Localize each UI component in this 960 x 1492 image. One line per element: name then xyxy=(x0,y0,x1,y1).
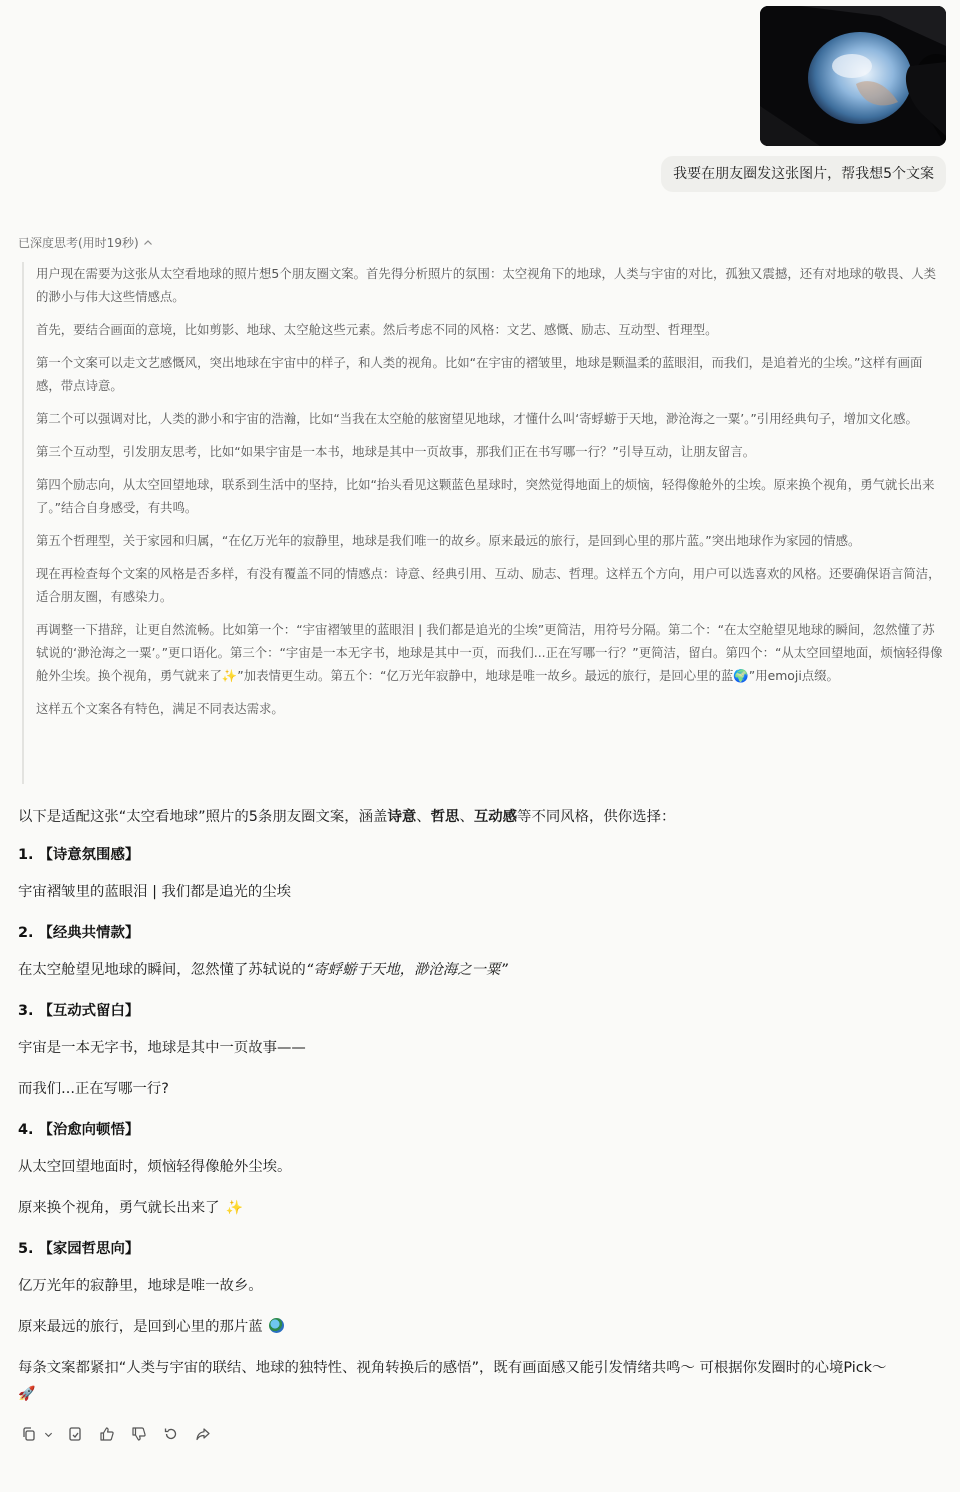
user-uploaded-image[interactable] xyxy=(760,6,946,146)
thinking-paragraph: 第四个励志向，从太空回望地球，联系到生活中的坚持，比如“抬头看见这颗蓝色星球时，突然觉得地面上的烦恼，轻得像舱外的尘埃。原来换个视角，勇气就长出来了。”结合自身感受，有共鸣。 xyxy=(36,477,935,515)
share-button[interactable] xyxy=(192,1423,214,1445)
like-button[interactable] xyxy=(96,1423,118,1445)
intro-text: 以下是适配这张“太空看地球”照片的5条朋友圈文案，涵盖 xyxy=(18,809,388,825)
answer-intro xyxy=(18,804,946,830)
caption-line xyxy=(18,1314,946,1340)
caption-heading: 4. 【治愈向顿悟】 xyxy=(18,1122,140,1138)
thinking-paragraph: 用户现在需要为这张从太空看地球的照片想5个朋友圈文案。首先得分析照片的氛围：太空视角下的地球，人类与宇宙的对比，孤独又震撼，还有对地球的敬畏、人类的渺小与伟大这些情感点。 xyxy=(36,266,937,304)
copy-options-dropdown[interactable] xyxy=(42,1423,54,1445)
intro-text: 等不同风格，供你选择： xyxy=(517,809,676,825)
message-action-bar xyxy=(18,1422,214,1446)
caption-line: 从太空回望地面时，烦恼轻得像舱外尘埃。 xyxy=(18,1159,292,1175)
thinking-paragraph: 首先，要结合画面的意境，比如剪影、地球、太空舱这些元素。然后考虑不同的风格：文艺、感慨、励志、互动型、哲理型。 xyxy=(36,322,718,337)
thinking-paragraph: 现在再检查每个文案的风格是否多样，有没有覆盖不同的情感点：诗意、经典引用、互动、励志、哲理。这样五个方向，用户可以选喜欢的风格。还要确保语言简洁，适合朋友圈，有感染力。 xyxy=(36,566,941,604)
caption-quote: “寄蜉蝣于天地，渺沧海之一粟” xyxy=(305,962,508,978)
bookmark-button[interactable] xyxy=(64,1423,86,1445)
closing-text: 每条文案都紧扣“人类与宇宙的联结、地球的独特性、视角转换后的感悟”，既有画面感又能引发情绪共鸣～ 可根据你发圈时的心境Pick～ xyxy=(18,1360,887,1376)
thumbs-down-icon xyxy=(131,1426,147,1442)
caption-text: 在太空舱望见地球的瞬间，忽然懂了苏轼说的 xyxy=(18,962,306,978)
caption-text: 原来换个视角，勇气就长出来了 xyxy=(18,1200,220,1216)
caption-line: 宇宙褶皱里的蓝眼泪 | 我们都是追光的尘埃 xyxy=(18,884,292,900)
intro-separator: 、 xyxy=(416,809,431,825)
regenerate-button[interactable] xyxy=(160,1423,182,1445)
globe-icon xyxy=(269,1318,284,1333)
intro-keyword: 互动感 xyxy=(473,809,518,825)
caption-heading: 2. 【经典共情款】 xyxy=(18,925,140,941)
intro-keyword: 哲思 xyxy=(430,809,460,825)
user-message-bubble: 我要在朋友圈发这张图片，帮我想5个文案 xyxy=(661,156,946,192)
caption-line: 宇宙是一本无字书，地球是其中一页故事—— xyxy=(18,1040,306,1056)
dislike-button[interactable] xyxy=(128,1423,150,1445)
deep-thinking-toggle[interactable] xyxy=(18,232,153,254)
thinking-paragraph: 第三个互动型，引发朋友思考，比如“如果宇宙是一本书，地球是其中一页故事，那我们正在书写哪一行？”引导互动，让朋友留言。 xyxy=(36,444,756,459)
regenerate-icon xyxy=(163,1426,179,1442)
caption-line: 而我们...正在写哪一行? xyxy=(18,1081,169,1097)
bookmark-icon xyxy=(67,1426,83,1442)
caption-line: 亿万光年的寂静里，地球是唯一故乡。 xyxy=(18,1278,263,1294)
thinking-paragraph: 这样五个文案各有特色，满足不同表达需求。 xyxy=(36,701,284,716)
caption-heading: 1. 【诗意氛围感】 xyxy=(18,847,140,863)
intro-separator: 、 xyxy=(459,809,474,825)
share-icon xyxy=(195,1426,211,1442)
rocket-icon: 🚀 xyxy=(18,1386,36,1402)
chevron-down-icon xyxy=(44,1430,53,1439)
thinking-paragraph: 再调整一下措辞，让更自然流畅。比如第一个：“宇宙褶皱里的蓝眼泪 | 我们都是追光的尘埃”更简洁，用符号分隔。第二个：“在太空舱望见地球的瞬间，忽然懂了苏轼说的‘渺沧海之一粟’。”更口语化。第三个：“宇宙是一本无字书，地球是其中一页，而我们...正在写哪一行？”更简洁，留白。第四个：“从太空回望地面，烦恼轻得像舱外尘埃。换个视角，勇气就来了✨”加表情更生动。第五个：“亿万光年寂静中，地球是唯一故乡。最远的旅行，是回心里的蓝🌍”用emoji点缀。 xyxy=(36,622,943,683)
answer-closing xyxy=(18,1355,946,1407)
thumbs-up-icon xyxy=(99,1426,115,1442)
caption-line xyxy=(18,957,946,983)
deep-thinking-label: 已深度思考(用时19秒) xyxy=(18,236,139,250)
caption-heading: 5. 【家园哲思向】 xyxy=(18,1241,140,1257)
caption-text: 原来最远的旅行，是回到心里的那片蓝 xyxy=(18,1319,263,1335)
thinking-paragraph: 第一个文案可以走文艺感慨风，突出地球在宇宙中的样子，和人类的视角。比如“在宇宙的褶皱里，地球是颗温柔的蓝眼泪，而我们，是追着光的尘埃。”这样有画面感，带点诗意。 xyxy=(36,355,923,393)
space-earth-photo xyxy=(760,6,946,146)
thinking-paragraph: 第二个可以强调对比，人类的渺小和宇宙的浩瀚，比如“当我在太空舱的舷窗望见地球，才懂什么叫‘寄蜉蝣于天地，渺沧海之一粟’。”引用经典句子，增加文化感。 xyxy=(36,411,918,426)
sparkles-icon: ✨ xyxy=(225,1200,243,1216)
caption-heading: 3. 【互动式留白】 xyxy=(18,1003,140,1019)
caption-line xyxy=(18,1195,946,1221)
copy-icon xyxy=(21,1426,37,1442)
assistant-answer xyxy=(18,804,946,1407)
chevron-up-icon xyxy=(143,238,153,248)
copy-button[interactable] xyxy=(18,1423,40,1445)
thinking-content xyxy=(22,262,946,784)
thinking-paragraph: 第五个哲理型，关于家园和归属，“在亿万光年的寂静里，地球是我们唯一的故乡。原来最远的旅行，是回到心里的那片蓝。”突出地球作为家园的情感。 xyxy=(36,533,861,548)
intro-keyword: 诗意 xyxy=(387,809,417,825)
